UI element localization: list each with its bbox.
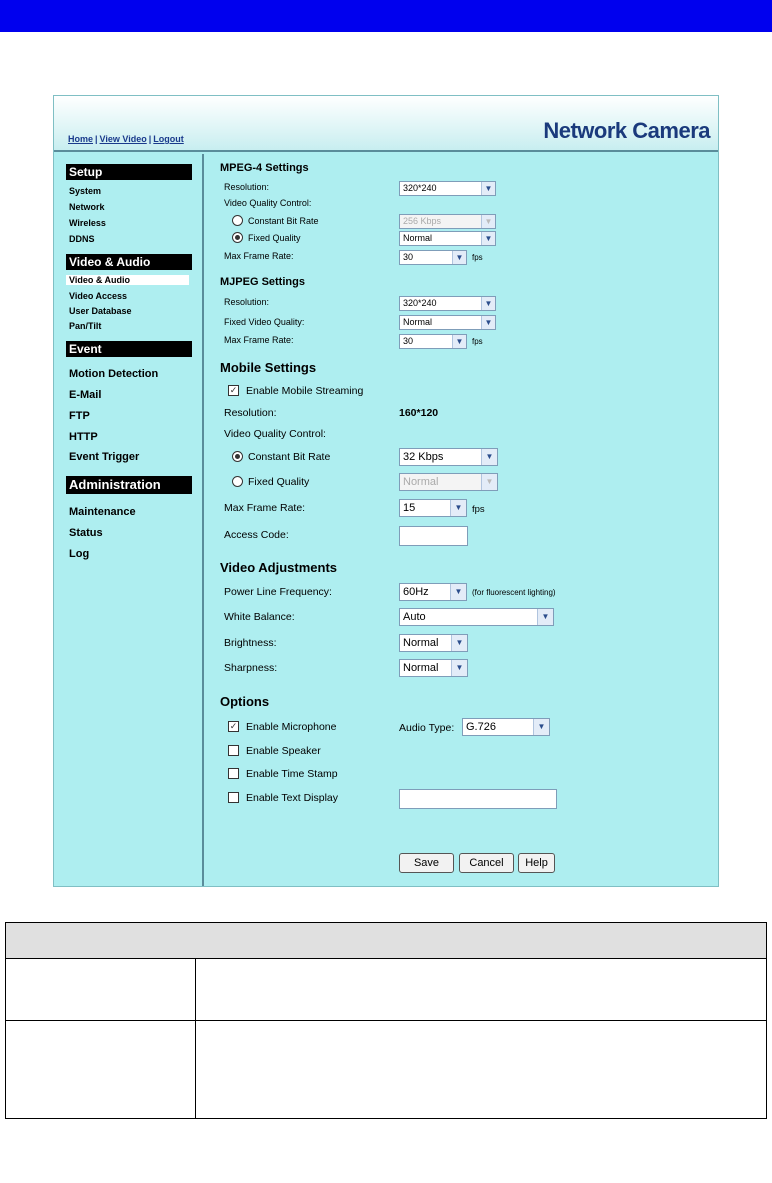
mpeg4-title: MPEG-4 Settings bbox=[220, 162, 309, 174]
mobile-fr-value: 15 bbox=[403, 502, 416, 514]
sidebar-item-log[interactable]: Log bbox=[69, 548, 90, 560]
mjpeg-resolution-value: 320*240 bbox=[403, 298, 437, 308]
sidebar-item-event-trigger[interactable]: Event Trigger bbox=[69, 451, 140, 463]
separator: | bbox=[95, 134, 98, 144]
sharpness-select[interactable] bbox=[399, 659, 468, 677]
chevron-down-icon: ▼ bbox=[481, 449, 497, 465]
microphone-label: Enable Microphone bbox=[246, 721, 337, 733]
sidebar-item-system[interactable]: System bbox=[69, 186, 102, 196]
mjpeg-resolution-select[interactable] bbox=[399, 296, 496, 311]
access-code-input[interactable] bbox=[399, 526, 468, 546]
mpeg4-fq-label: Fixed Quality bbox=[248, 233, 301, 243]
save-button[interactable]: Save bbox=[399, 853, 454, 873]
sidebar-item-ftp[interactable]: FTP bbox=[69, 410, 90, 422]
mobile-cbr-value: 32 Kbps bbox=[403, 451, 444, 463]
mpeg4-cbr-value: 256 Kbps bbox=[403, 216, 442, 226]
section-administration: Administration bbox=[66, 476, 192, 494]
audio-type-label: Audio Type: bbox=[399, 722, 455, 734]
mobile-cbr-radio[interactable] bbox=[232, 451, 243, 462]
audio-type-value: G.726 bbox=[466, 721, 496, 733]
plf-value: 60Hz bbox=[403, 586, 429, 598]
chevron-down-icon: ▼ bbox=[451, 635, 467, 651]
mpeg4-fr-select[interactable] bbox=[399, 250, 467, 265]
chevron-down-icon: ▼ bbox=[481, 474, 497, 490]
mjpeg-fvq-select[interactable] bbox=[399, 315, 496, 330]
speaker-label: Enable Speaker bbox=[246, 745, 321, 757]
view-video-link[interactable]: View Video bbox=[99, 134, 147, 144]
sidebar-item-http[interactable]: HTTP bbox=[69, 431, 98, 443]
mjpeg-fr-select[interactable] bbox=[399, 334, 467, 349]
speaker-checkbox[interactable] bbox=[228, 745, 239, 756]
mpeg4-resolution-select[interactable] bbox=[399, 181, 496, 196]
chevron-down-icon: ▼ bbox=[451, 660, 467, 676]
table-row bbox=[5, 1020, 767, 1119]
mpeg4-resolution-label: Resolution: bbox=[224, 182, 270, 192]
plf-label: Power Line Frequency: bbox=[224, 586, 332, 598]
white-balance-select[interactable] bbox=[399, 608, 554, 626]
mobile-fq-radio[interactable] bbox=[232, 476, 243, 487]
mobile-resolution-value: 160*120 bbox=[399, 407, 439, 419]
logout-link[interactable]: Logout bbox=[153, 134, 184, 144]
options-title: Options bbox=[220, 694, 270, 709]
mjpeg-fr-label: Max Frame Rate: bbox=[224, 335, 294, 345]
table-right-border bbox=[766, 1021, 767, 1118]
plf-note: (for fluorescent lighting) bbox=[472, 588, 556, 597]
mpeg4-fq-value: Normal bbox=[403, 233, 433, 243]
mobile-fr-select[interactable] bbox=[399, 499, 467, 517]
checkmark-icon: ✓ bbox=[229, 721, 238, 731]
chevron-down-icon: ▼ bbox=[481, 215, 495, 228]
table-right-border bbox=[766, 959, 767, 1020]
mpeg4-fq-select[interactable] bbox=[399, 231, 496, 246]
adjust-title: Video Adjustments bbox=[220, 560, 338, 575]
mpeg4-cbr-label: Constant Bit Rate bbox=[248, 216, 319, 226]
mobile-vqc-label: Video Quality Control: bbox=[224, 428, 326, 440]
mobile-title: Mobile Settings bbox=[220, 360, 317, 375]
text-display-input[interactable] bbox=[399, 789, 557, 809]
audio-type-select[interactable] bbox=[462, 718, 550, 736]
sidebar-item-video-access[interactable]: Video Access bbox=[69, 291, 128, 301]
mpeg4-vqc-label: Video Quality Control: bbox=[224, 198, 312, 208]
camera-admin-screenshot bbox=[53, 95, 719, 887]
section-setup: Setup bbox=[66, 164, 192, 180]
mobile-fr-unit: fps bbox=[472, 504, 485, 515]
mobile-cbr-select[interactable] bbox=[399, 448, 498, 466]
sidebar-item-pan-tilt[interactable]: Pan/Tilt bbox=[69, 321, 102, 331]
text-display-label: Enable Text Display bbox=[246, 792, 339, 804]
chevron-down-icon: ▼ bbox=[537, 609, 553, 625]
brand-logo: Network Camera bbox=[543, 118, 710, 143]
sidebar-item-maintenance[interactable]: Maintenance bbox=[69, 506, 136, 518]
brightness-select[interactable] bbox=[399, 634, 468, 652]
sharpness-value: Normal bbox=[403, 662, 439, 674]
chevron-down-icon: ▼ bbox=[481, 182, 495, 195]
mobile-fq-value: Normal bbox=[403, 476, 439, 488]
separator: | bbox=[148, 134, 152, 144]
header bbox=[54, 96, 718, 152]
sidebar-item-wireless[interactable]: Wireless bbox=[69, 218, 106, 228]
white-balance-label: White Balance: bbox=[224, 611, 295, 623]
chevron-down-icon: ▼ bbox=[450, 584, 466, 600]
mobile-resolution-label: Resolution: bbox=[224, 407, 277, 419]
mjpeg-fvq-value: Normal bbox=[403, 317, 433, 327]
text-display-checkbox[interactable] bbox=[228, 792, 239, 803]
table-column-divider bbox=[195, 1021, 196, 1118]
mjpeg-resolution-label: Resolution: bbox=[224, 297, 270, 307]
timestamp-label: Enable Time Stamp bbox=[246, 768, 338, 780]
sidebar-item-status[interactable]: Status bbox=[69, 527, 103, 539]
chevron-down-icon: ▼ bbox=[481, 297, 495, 310]
checkmark-icon: ✓ bbox=[229, 385, 238, 395]
cancel-button[interactable]: Cancel bbox=[459, 853, 514, 873]
section-video-audio: Video & Audio bbox=[66, 254, 192, 270]
timestamp-checkbox[interactable] bbox=[228, 768, 239, 779]
mobile-fr-label: Max Frame Rate: bbox=[224, 502, 306, 514]
chevron-down-icon: ▼ bbox=[533, 719, 549, 735]
table-left-border bbox=[5, 923, 6, 958]
mjpeg-fvq-label: Fixed Video Quality: bbox=[224, 317, 305, 327]
sidebar-item-email[interactable]: E-Mail bbox=[69, 389, 102, 401]
header-links bbox=[68, 134, 184, 144]
mobile-fq-label: Fixed Quality bbox=[248, 476, 310, 488]
table-column-divider bbox=[195, 959, 196, 1020]
mobile-enable-label: Enable Mobile Streaming bbox=[246, 385, 364, 397]
mjpeg-fr-value: 30 bbox=[403, 336, 414, 346]
table-left-border bbox=[5, 1021, 6, 1118]
sidebar-item-ddns[interactable]: DDNS bbox=[69, 234, 95, 244]
help-button[interactable]: Help bbox=[518, 853, 555, 873]
table-header-row bbox=[5, 922, 767, 958]
sidebar-item-network[interactable]: Network bbox=[69, 202, 105, 212]
table-left-border bbox=[5, 959, 6, 1020]
mobile-cbr-label: Constant Bit Rate bbox=[248, 451, 331, 463]
sidebar bbox=[54, 154, 204, 886]
mpeg4-resolution-value: 320*240 bbox=[403, 183, 437, 193]
mpeg4-cbr-radio[interactable] bbox=[232, 215, 243, 226]
mobile-enable-checkbox[interactable] bbox=[228, 385, 239, 396]
table-row bbox=[5, 958, 767, 1020]
settings-content bbox=[206, 154, 718, 886]
sidebar-item-motion-detection[interactable]: Motion Detection bbox=[69, 368, 159, 380]
sidebar-item-user-database[interactable]: User Database bbox=[69, 306, 132, 316]
chevron-down-icon: ▼ bbox=[452, 251, 466, 264]
mpeg4-fq-radio[interactable] bbox=[232, 232, 243, 243]
mpeg4-fr-value: 30 bbox=[403, 252, 414, 262]
brightness-label: Brightness: bbox=[224, 637, 277, 649]
brightness-value: Normal bbox=[403, 637, 439, 649]
chevron-down-icon: ▼ bbox=[452, 335, 466, 348]
home-link[interactable]: Home bbox=[68, 134, 94, 144]
access-code-label: Access Code: bbox=[224, 529, 289, 541]
sidebar-item-video-audio[interactable]: Video & Audio bbox=[66, 275, 189, 285]
mobile-fq-select[interactable] bbox=[399, 473, 498, 491]
mjpeg-title: MJPEG Settings bbox=[220, 276, 305, 288]
sharpness-label: Sharpness: bbox=[224, 662, 278, 674]
chevron-down-icon: ▼ bbox=[481, 316, 495, 329]
chevron-down-icon: ▼ bbox=[481, 232, 495, 245]
white-balance-value: Auto bbox=[403, 611, 426, 623]
mpeg4-fr-label: Max Frame Rate: bbox=[224, 251, 294, 261]
chevron-down-icon: ▼ bbox=[450, 500, 466, 516]
table-right-border bbox=[766, 923, 767, 958]
microphone-checkbox[interactable] bbox=[228, 721, 239, 732]
mpeg4-cbr-select[interactable] bbox=[399, 214, 496, 229]
top-banner bbox=[0, 0, 772, 32]
mpeg4-fr-unit: fps bbox=[472, 253, 483, 262]
plf-select[interactable] bbox=[399, 583, 467, 601]
section-event: Event bbox=[66, 341, 192, 357]
mjpeg-fr-unit: fps bbox=[472, 337, 483, 346]
